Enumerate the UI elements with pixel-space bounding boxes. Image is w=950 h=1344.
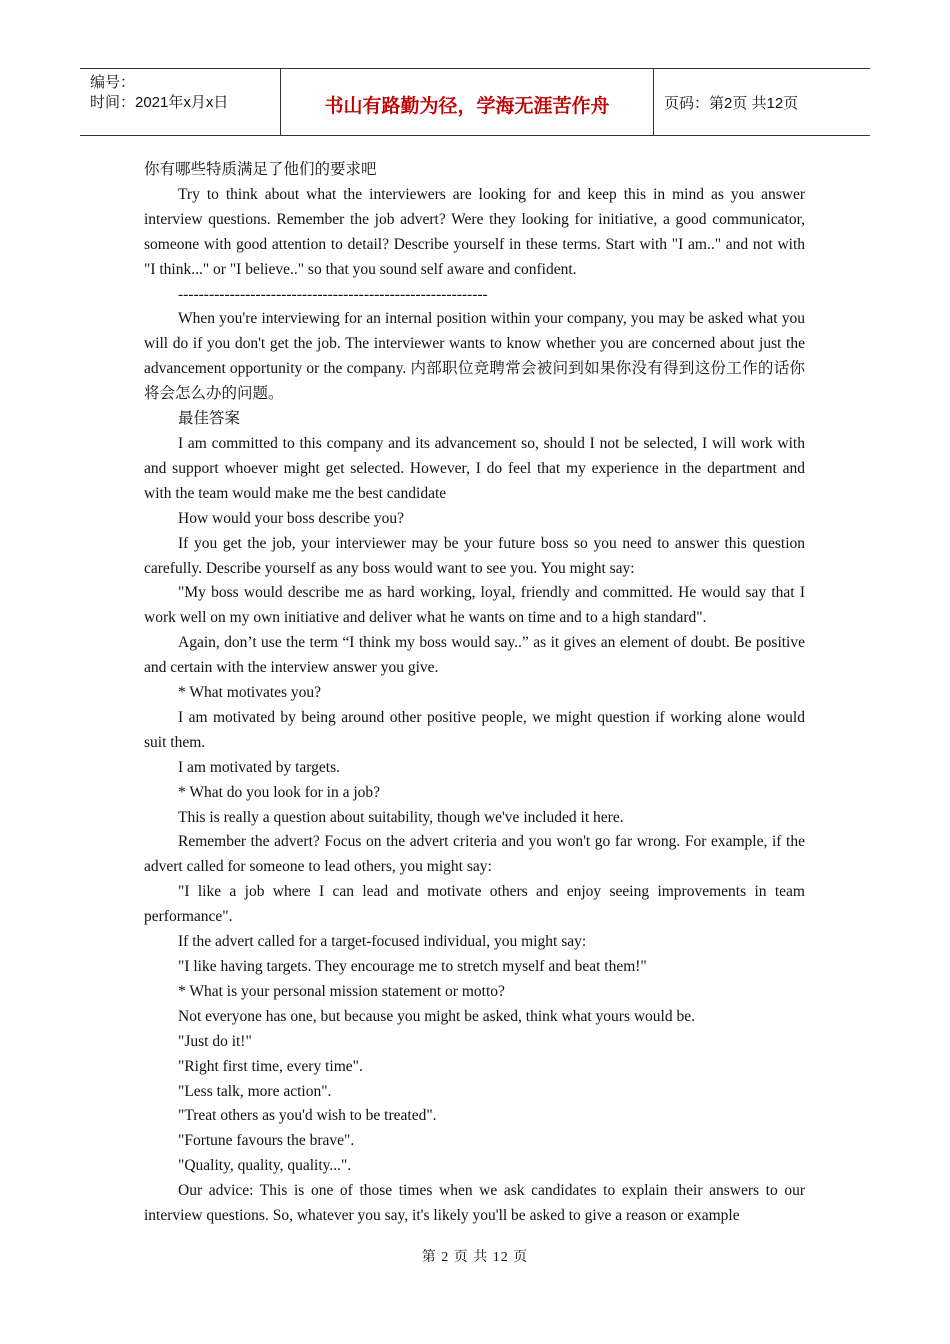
paragraph: How would your boss describe you? bbox=[178, 509, 405, 527]
paragraph: I am motivated by being around other positive people, we might question if working alone would suit them. bbox=[144, 708, 805, 751]
page-footer: 第 2 页 共 12 页 bbox=[421, 1250, 529, 1265]
paragraph: I am committed to this company and its advancement so, should I not be selected, I will work with and support whoever might get selected. However, I do feel that my experience in the department and with the team would make me the best candidate bbox=[144, 434, 805, 502]
paragraph: * What motivates you? bbox=[178, 684, 322, 702]
paragraph: When you're interviewing for an internal position within your company, you may be asked what you will do if you don't get the job. The interviewer wants to know whether you are concerned about just the advancement opportunity or the company. 内部职位竞聘常会被问到如果你没有得到这份工作的话你将会怎么办的问题。 bbox=[144, 310, 805, 403]
paragraph: I am motivated by targets. bbox=[178, 758, 340, 776]
document-time-label: 时间：2021年x月x日 bbox=[90, 94, 229, 111]
paragraph: ------------------------------------------------------------ bbox=[178, 285, 488, 303]
paragraph: "My boss would describe me as hard working, loyal, friendly and committed. He would say that I work well on my own initiative and deliver what he wants on time and to a high standard". bbox=[144, 584, 805, 627]
paragraph: If the advert called for a target-focused individual, you might say: bbox=[178, 933, 587, 951]
paragraph: Try to think about what the interviewers are looking for and keep this in mind as you answer interview questions. Remember the job advert? Were they looking for initiative, a good communicator, someone with good attention to detail? Describe yourself in these terms. Start with "I am.." and not with "I think..." or "I believe.." so that you sound self aware and confident. bbox=[144, 185, 805, 278]
document-number-label: 编号： bbox=[90, 74, 136, 91]
paragraph: "I like having targets. They encourage me to stretch myself and beat them!" bbox=[178, 958, 647, 975]
paragraph: Our advice: This is one of those times when we ask candidates to explain their answers to our interview questions. So, whatever you say, it's likely you'll be asked to give a reason or example bbox=[144, 1182, 805, 1225]
paragraph: 你有哪些特质满足了他们的要求吧 bbox=[144, 161, 377, 178]
paragraph: This is really a question about suitability, though we've included it here. bbox=[178, 808, 624, 826]
paragraph: If you get the job, your interviewer may be your future boss so you need to answer this question carefully. Describe yourself as any boss would want to see you. You might say: bbox=[144, 534, 805, 577]
paragraph: * What is your personal mission statement or motto? bbox=[178, 982, 505, 1000]
paragraph: Remember the advert? Focus on the advert criteria and you won't go far wrong. For example, if the advert called for someone to lead others, you might say: bbox=[144, 833, 805, 876]
paragraph: "I like a job where I can lead and motivate others and enjoy seeing improvements in team performance". bbox=[144, 883, 805, 926]
paragraph: "Fortune favours the brave". bbox=[178, 1132, 355, 1150]
paragraph: "Quality, quality, quality...". bbox=[178, 1157, 352, 1175]
page-header bbox=[80, 68, 870, 136]
paragraph: "Right first time, every time". bbox=[178, 1057, 363, 1075]
paragraph: 最佳答案 bbox=[178, 410, 241, 428]
paragraph: "Just do it!" bbox=[178, 1032, 252, 1050]
paragraph: "Treat others as you'd wish to be treated". bbox=[178, 1107, 437, 1125]
paragraph: * What do you look for in a job? bbox=[178, 783, 381, 801]
paragraph: "Less talk, more action". bbox=[178, 1082, 332, 1100]
header-motto: 书山有路勤为径，学海无涯苦作舟 bbox=[281, 69, 654, 135]
paragraph: Not everyone has one, but because you might be asked, think what yours would be. bbox=[178, 1007, 695, 1025]
document-body bbox=[144, 158, 805, 1229]
paragraph: Again, don’t use the term “I think my boss would say..” as it gives an element of doubt. Be positive and certain with the interview answer you give. bbox=[144, 634, 805, 677]
header-page-number: 页码：第2页 共12页 bbox=[664, 94, 799, 112]
header-meta-cell bbox=[80, 69, 281, 135]
